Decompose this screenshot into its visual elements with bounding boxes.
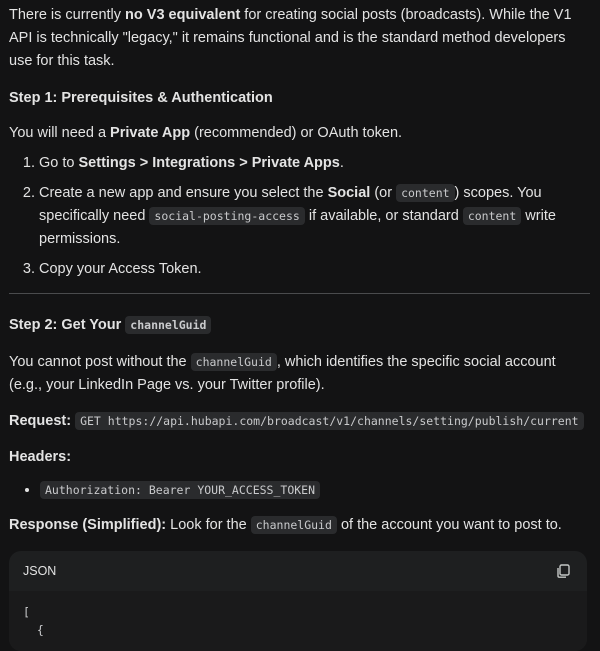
item-text: Copy your Access Token.: [39, 261, 202, 277]
list-item: [39, 258, 590, 281]
inline-code: channelGuid: [191, 353, 277, 371]
step1-intro-text: You will need a: [9, 125, 111, 141]
item-text: .: [339, 155, 344, 171]
step1-intro-text-2: (recommended) or OAuth token.: [190, 125, 403, 141]
intro-bold: no V3 equivalent: [125, 7, 241, 23]
code-line: [: [23, 605, 30, 619]
step1-intro: [9, 122, 590, 145]
header-code: Authorization: Bearer YOUR_ACCESS_TOKEN: [40, 481, 320, 499]
request-line: [9, 410, 590, 433]
headers-label: [9, 446, 590, 469]
code-line: {: [23, 623, 44, 637]
response-label: Response (Simplified):: [9, 517, 167, 533]
code-block-body: [9, 591, 587, 651]
list-item: [39, 182, 590, 251]
step2-heading-text: Step 2: Get Your: [9, 317, 126, 333]
item-text: Go to: [39, 155, 79, 171]
item-text: write permissions.: [39, 208, 556, 247]
divider: [9, 293, 590, 294]
item-text: ) scopes. You specifically need: [39, 185, 542, 224]
headers-label-text: Headers:: [9, 449, 72, 465]
item-text: if available, or standard: [304, 208, 463, 224]
intro-text-2: for creating social posts (broadcasts). While the V1 API is technically "legacy," it remains functional and is the standard method developers use for this task.: [9, 7, 572, 69]
code-language-label: JSON: [23, 563, 57, 578]
copy-icon[interactable]: [555, 563, 571, 579]
inline-code: channelGuid: [125, 316, 211, 334]
para-text: , which identifies the specific social account (e.g., your LinkedIn Page vs. your Twitter profile).: [9, 354, 556, 393]
headers-list: [9, 479, 590, 502]
inline-code: social-posting-access: [149, 207, 304, 225]
intro-paragraph: [9, 4, 590, 73]
item-text: (or: [370, 185, 397, 201]
list-item: [39, 152, 590, 175]
list-item: [40, 479, 590, 502]
inline-code: content: [396, 184, 454, 202]
item-text: Create a new app and ensure you select the: [39, 185, 328, 201]
code-block: [9, 551, 587, 651]
request-code: GET https://api.hubapi.com/broadcast/v1/channels/setting/publish/current: [75, 412, 584, 430]
response-text: Look for the: [166, 517, 251, 533]
request-label: Request:: [9, 413, 72, 429]
intro-text: There is currently: [9, 7, 126, 23]
step1-intro-bold: Private App: [110, 125, 191, 141]
step2-paragraph: [9, 351, 590, 397]
inline-code: channelGuid: [251, 516, 337, 534]
code-block-header: [9, 551, 587, 591]
step1-heading: Step 1: Prerequisites & Authentication: [9, 90, 273, 106]
response-text: of the account you want to post to.: [336, 517, 562, 533]
para-text: You cannot post without the: [9, 354, 191, 370]
item-bold: Settings > Integrations > Private Apps: [78, 155, 340, 171]
inline-code: content: [463, 207, 521, 225]
step1-list: [9, 152, 590, 281]
step2-heading: [9, 314, 590, 337]
response-line: [9, 514, 590, 537]
item-bold: Social: [327, 185, 371, 201]
